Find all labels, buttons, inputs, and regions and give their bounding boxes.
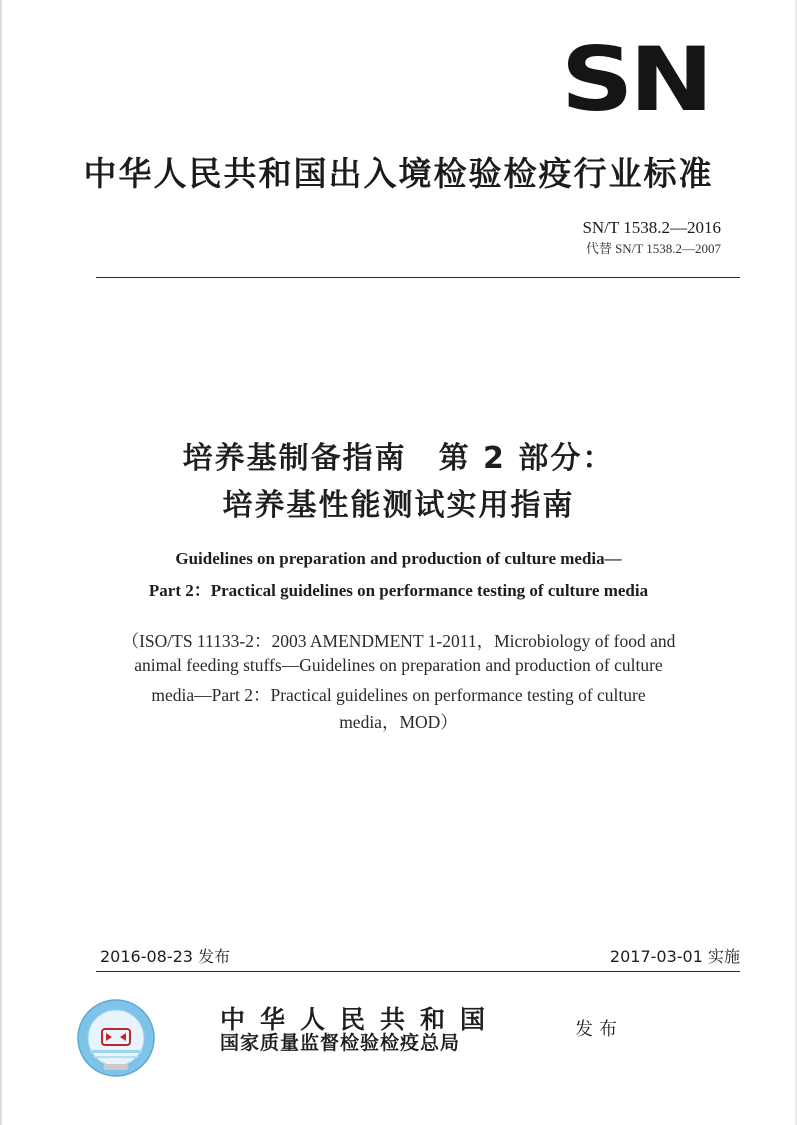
iso-reference-line-2: animal feeding stuffs—Guidelines on preparation and production of culture — [134, 655, 663, 675]
sn-logo: SN — [560, 28, 710, 131]
implementation-date: 2017-03-01 实施 — [609, 947, 740, 966]
standard-number: SN/T 1538.2—2016 — [582, 218, 721, 237]
anti-counterfeit-seal-icon — [76, 998, 156, 1078]
iso-reference-line-1: （ISO/TS 11133-2：2003 AMENDMENT 1-2011，Microbiology of food and — [121, 631, 676, 651]
english-title-line-1: Guidelines on preparation and production of culture media— — [175, 549, 622, 568]
footer-divider — [96, 971, 740, 972]
issuer-line-2: 国家质量监督检验检疫总局 — [220, 1032, 461, 1054]
issue-date: 2016-08-23 发布 — [100, 947, 231, 966]
header-divider — [96, 277, 740, 278]
issuer-line-1: 中华人民共和国 — [220, 1005, 501, 1034]
english-title-line-2: Part 2：Practical guidelines on performance testing of culture media — [148, 581, 649, 600]
replaces-note: 代替 SN/T 1538.2—2007 — [585, 241, 721, 256]
issue-word: 发布 — [575, 1019, 623, 1040]
chinese-title-line-1: 培养基制备指南 第 2 部分： — [182, 441, 615, 476]
iso-reference-line-3: media—Part 2：Practical guidelines on performance testing of culture — [151, 685, 646, 705]
chinese-title-line-2: 培养基性能测试实用指南 — [222, 488, 575, 523]
standard-category: 中华人民共和国出入境检验检疫行业标准 — [83, 154, 714, 193]
iso-reference-line-4: media，MOD） — [339, 712, 458, 732]
